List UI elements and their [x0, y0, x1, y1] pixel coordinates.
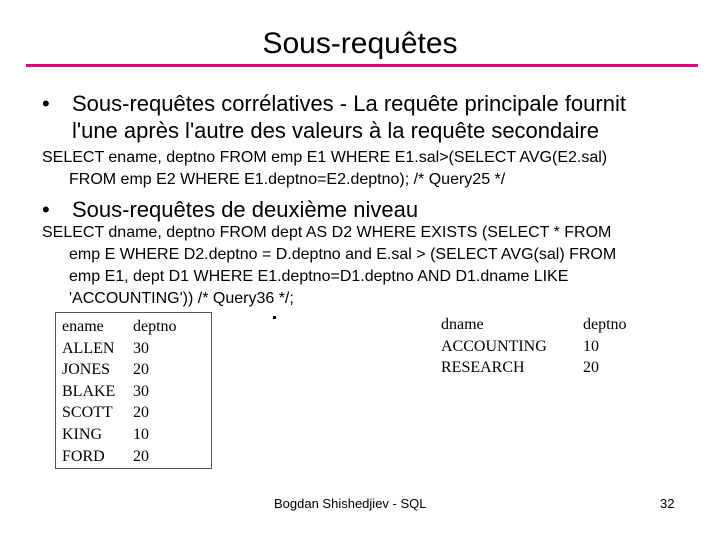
table-cell: ALLEN [62, 339, 115, 357]
stray-dot [273, 316, 276, 319]
column-header: ename [62, 318, 104, 335]
table-cell: ACCOUNTING [441, 337, 547, 355]
slide-footer: Bogdan Shishedjiev - SQL [274, 496, 427, 511]
sql-query-25 [42, 147, 607, 191]
title-underline [26, 64, 698, 67]
bullet-text [72, 196, 418, 223]
sql-line: 'ACCOUNTING')) /* Query36 */; [69, 290, 294, 307]
table-cell: FORD [62, 447, 105, 465]
table-cell: JONES [62, 361, 111, 379]
table-cell: RESEARCH [441, 359, 525, 377]
table-header-row [62, 316, 193, 338]
bullet-line: Sous-requêtes de deuxième niveau [72, 197, 419, 222]
page-number: 32 [660, 496, 675, 511]
table-cell: 30 [133, 339, 149, 357]
table-cell: SCOTT [62, 404, 113, 422]
table-row [62, 381, 193, 403]
table-row [441, 336, 643, 358]
table-row [62, 359, 193, 381]
sql-line: emp E WHERE D2.deptno = D.deptno and E.sal > (SELECT AVG(sal) FROM [69, 246, 617, 263]
table-row [62, 446, 193, 468]
result-table-query25 [55, 312, 212, 469]
table-cell: BLAKE [62, 382, 116, 400]
table-cell: KING [62, 425, 102, 443]
result-table-query36 [441, 314, 643, 379]
table-row [441, 357, 643, 379]
column-header: deptno [583, 316, 627, 333]
table-cell: 20 [133, 361, 149, 379]
table-header-row [441, 314, 643, 336]
slide-title: Sous-requêtes [262, 27, 458, 60]
column-header: dname [441, 316, 484, 333]
bullet-line: l'une après l'autre des valeurs à la requête secondaire [72, 118, 599, 143]
sql-query-36 [42, 222, 616, 310]
table-cell: 20 [133, 404, 149, 422]
sql-line: FROM emp E2 WHERE E1.deptno=E2.deptno); /* Query25 */ [69, 171, 506, 188]
bullet-line: Sous-requêtes corrélatives - La requête principale fournit [72, 91, 626, 116]
sql-line: emp E1, dept D1 WHERE E1.deptno=D1.deptno AND D1.dname LIKE [69, 268, 569, 285]
table-cell: 30 [133, 382, 149, 400]
bullet-symbol: • [42, 91, 50, 116]
sql-line: SELECT dname, deptno FROM dept AS D2 WHERE EXISTS (SELECT * FROM [42, 224, 612, 241]
table-cell: 10 [583, 337, 599, 355]
sql-line: SELECT ename, deptno FROM emp E1 WHERE E1.sal>(SELECT AVG(E2.sal) [42, 149, 608, 166]
table-cell: 20 [133, 447, 149, 465]
table-cell: 10 [133, 425, 149, 443]
table-row [62, 338, 193, 360]
result-table-body [62, 316, 193, 467]
table-cell: 20 [583, 359, 599, 377]
bullet-symbol: • [42, 197, 50, 222]
table-row [62, 402, 193, 424]
bullet-text [72, 90, 626, 144]
column-header: deptno [133, 318, 177, 335]
table-row [62, 424, 193, 446]
